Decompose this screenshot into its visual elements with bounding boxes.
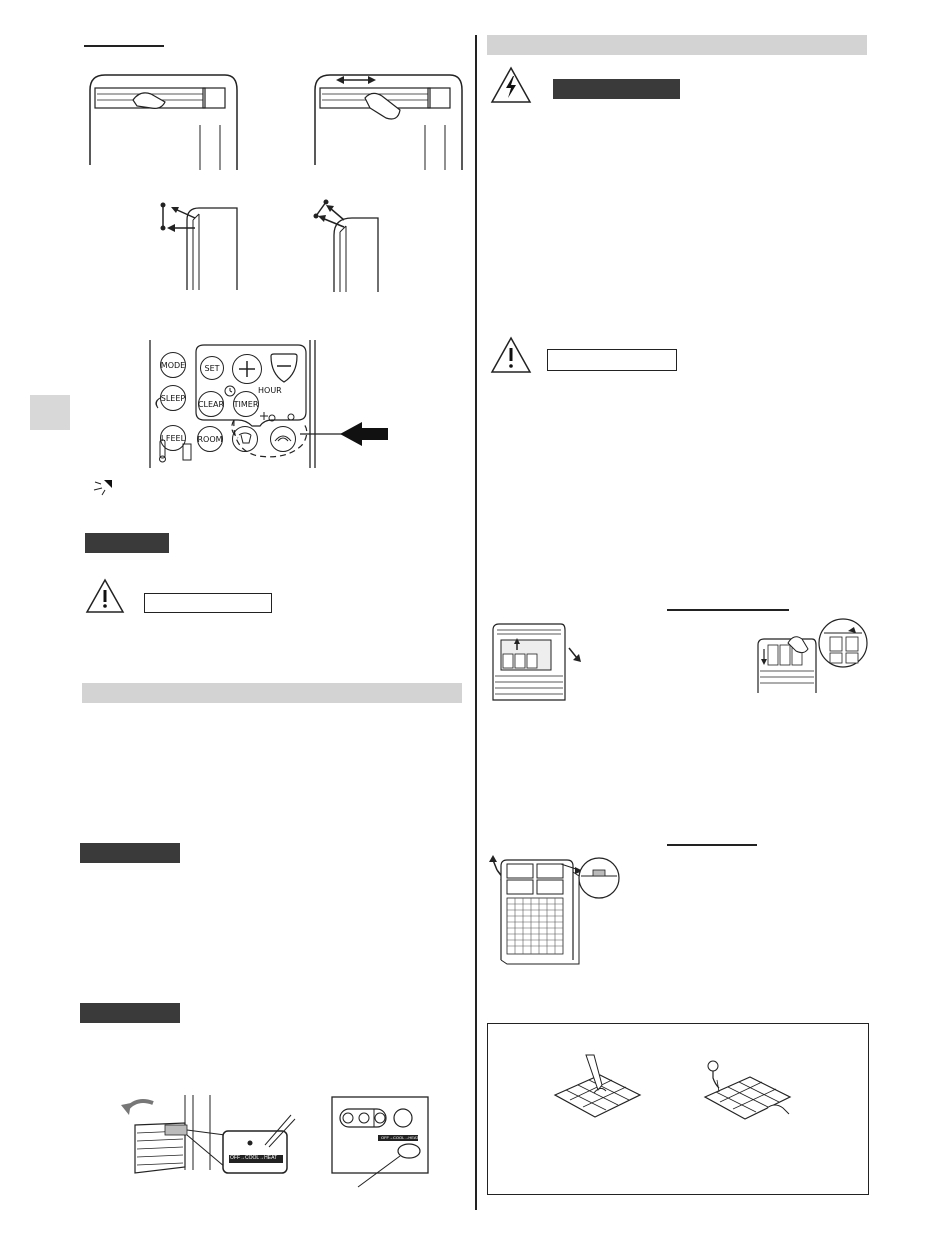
swing-button[interactable] bbox=[232, 426, 258, 452]
filter-wash-illustration bbox=[695, 1052, 795, 1127]
note-label-left-1 bbox=[85, 533, 169, 553]
set-button[interactable] bbox=[200, 356, 224, 380]
fan-direction-icon bbox=[271, 427, 295, 451]
room-button[interactable] bbox=[197, 426, 223, 452]
hour-label: HOUR bbox=[258, 386, 282, 395]
heading-underline bbox=[84, 45, 164, 47]
set-button-label: SET bbox=[204, 363, 220, 373]
subheading-underline-1 bbox=[667, 609, 789, 611]
filter-removal-illustration-left bbox=[487, 620, 587, 705]
caution-icon bbox=[85, 578, 125, 614]
filter-cleaning-box bbox=[487, 1023, 869, 1195]
section-header-bar-right bbox=[487, 35, 867, 55]
fan-direction-button[interactable] bbox=[270, 426, 296, 452]
louver-adjust-illustration-right bbox=[310, 70, 470, 170]
electric-shock-icon bbox=[490, 66, 532, 104]
signal-light-icon bbox=[92, 478, 114, 496]
mode-strip-inset-label: OFF→COOL→HEAT bbox=[381, 1135, 419, 1140]
warning-icon bbox=[490, 336, 532, 374]
clear-button-label: CLEAR bbox=[197, 399, 225, 409]
subheading-underline-2 bbox=[667, 844, 757, 846]
louver-adjust-illustration-left bbox=[85, 70, 245, 170]
filter-install-illustration bbox=[487, 852, 622, 967]
note-label-left-2 bbox=[80, 843, 180, 863]
minus-button[interactable] bbox=[268, 352, 300, 384]
louver-angle-diagram-left bbox=[155, 200, 245, 295]
mode-button[interactable] bbox=[160, 352, 186, 378]
pointer-arrow-icon bbox=[300, 418, 390, 448]
danger-label bbox=[553, 79, 680, 99]
mode-button-label: MODE bbox=[160, 360, 186, 370]
swing-icon bbox=[233, 427, 257, 451]
note-label-left-3 bbox=[80, 1003, 180, 1023]
side-tab-marker bbox=[30, 395, 70, 430]
filter-vacuum-illustration bbox=[550, 1055, 650, 1125]
mode-strip-label: OFF→COOL→HEAT bbox=[230, 1155, 278, 1161]
control-panel-inset bbox=[330, 1095, 430, 1190]
louver-angle-diagram-right bbox=[312, 200, 402, 295]
sleep-button-label: SLEEP bbox=[160, 393, 186, 403]
sleep-button[interactable] bbox=[160, 385, 186, 411]
plus-icon bbox=[233, 355, 261, 383]
page-column-divider bbox=[475, 35, 477, 1210]
ifeel-button[interactable] bbox=[160, 425, 186, 451]
unit-control-panel-illustration bbox=[115, 1095, 300, 1190]
caution-label-left bbox=[144, 593, 272, 613]
warning-label bbox=[547, 349, 677, 371]
ifeel-button-label: I.FEEL bbox=[160, 433, 186, 443]
section-header-bar-left bbox=[82, 683, 462, 703]
minus-icon bbox=[268, 352, 300, 384]
timer-button-label: TIMER bbox=[233, 399, 259, 409]
plus-button[interactable] bbox=[232, 354, 262, 384]
filter-removal-illustration-right bbox=[750, 615, 870, 695]
remote-control bbox=[148, 340, 318, 468]
room-button-label: ROOM bbox=[197, 434, 223, 444]
timer-button[interactable] bbox=[233, 391, 259, 417]
clear-button[interactable] bbox=[198, 391, 224, 417]
